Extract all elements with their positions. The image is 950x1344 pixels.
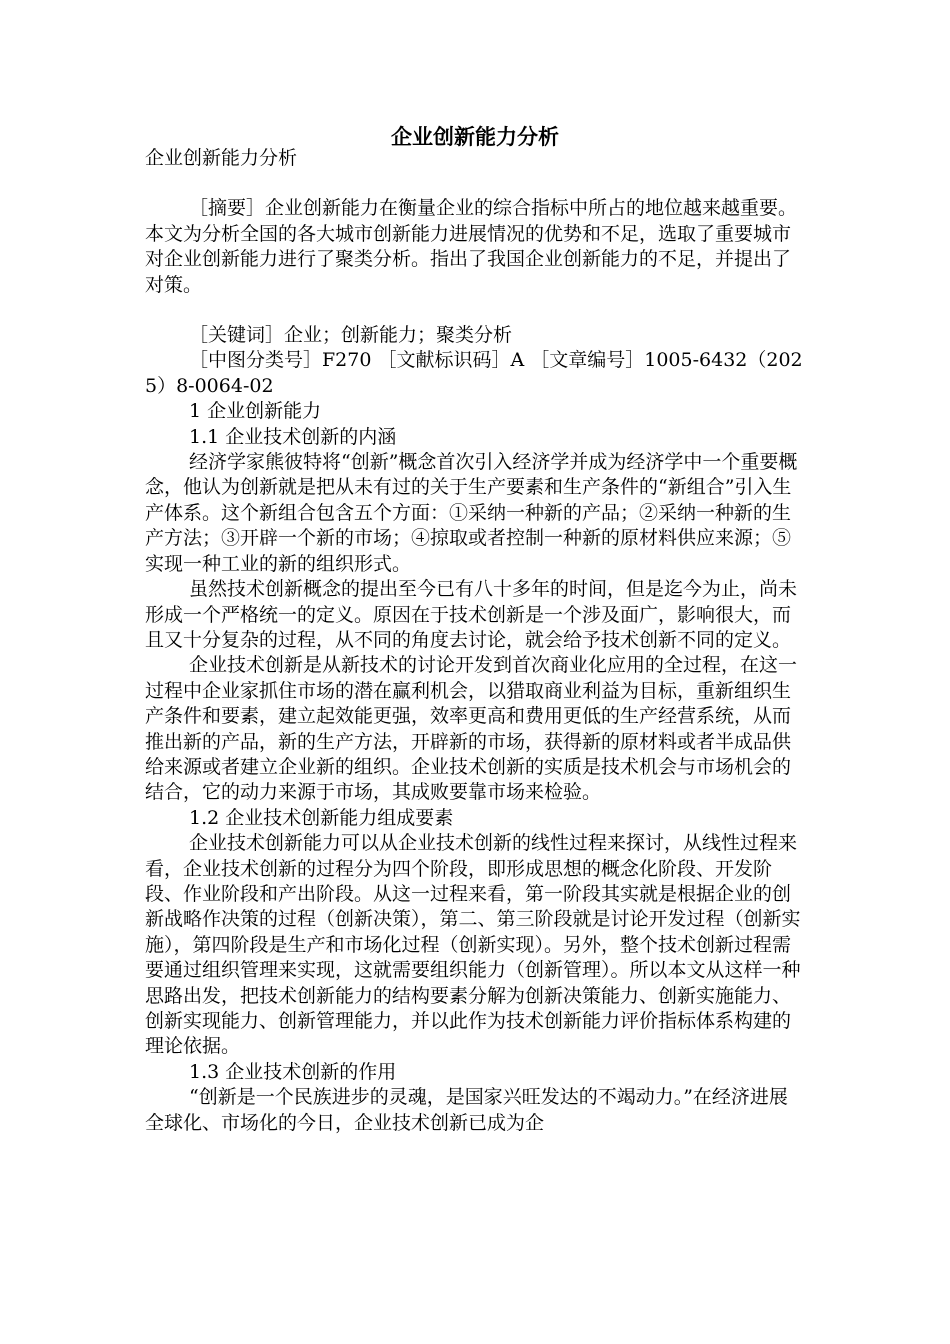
document-subtitle: 企业创新能力分析 [145,147,298,169]
keywords-line: ［关键词］企业；创新能力；聚类分析 [189,324,513,347]
abstract-paragraph: ［摘要］企业创新能力在衡量企业的综合指标中所占的地位越来越重要。本文为分析全国的各大城市创新能力进展情况的优势和不足，选取了重要城市对企业创新能力进行了聚类分析。指出了我国企业创新能力的不足，并提出了对策。 [145,197,798,296]
section-1-1-heading: 1.1 企业技术创新的内涵 [189,425,397,448]
section-1-3-paragraph-1: “创新是一个民族进步的灵魂，是国家兴旺发达的不竭动力。”在经济进展全球化、市场化的今日，企业技术创新已成为企 [145,1086,788,1134]
section-1-1-paragraph-2: 虽然技术创新概念的提出至今已有八十多年的时间，但是迄今为止，尚未形成一个严格统一的定义。原因在于技术创新是一个涉及面广，影响很大，而且又十分复杂的过程，从不同的角度去讨论，就会给予技术创新不同的定义。 [145,578,798,651]
classification-line: ［中图分类号］F270 ［文献标识码］A ［文章编号］1005-6432（2025）8-0064-02 [145,349,803,397]
spacer [145,298,805,323]
section-1-1-paragraph-3: 企业技术创新是从新技术的讨论开发到首次商业化应用的全过程，在这一过程中企业家抓住市场的潜在赢利机会，以猎取商业利益为目标，重新组织生产条件和要素，建立起效能更强，效率更高和费用更低的生产经营系统，从而推出新的产品，新的生产方法，开辟新的市场，获得新的原材料或者半成品供给来源或者建立企业新的组织。企业技术创新的实质是技术机会与市场机会的结合，它的动力来源于市场，其成败要靠市场来检验。 [145,654,798,804]
section-1-1-paragraph-1: 经济学家熊彼特将“创新”概念首次引入经济学并成为经济学中一个重要概念，他认为创新就是把从未有过的关于生产要素和生产条件的“新组合”引入生产体系。这个新组合包含五个方面：①采纳一种新的产品；②采纳一种新的生产方法；③开辟一个新的市场；④掠取或者控制一种新的原材料供应来源；⑤实现一种工业的新的组织形式。 [145,451,798,575]
document-body [145,146,805,1136]
section-1-3-heading: 1.3 企业技术创新的作用 [189,1060,397,1083]
document-title: 企业创新能力分析 [391,125,559,149]
spacer [145,171,805,196]
section-1-2-paragraph-1: 企业技术创新能力可以从企业技术创新的线性过程来探讨，从线性过程来看，企业技术创新的过程分为四个阶段，即形成思想的概念化阶段、开发阶段、作业阶段和产出阶段。从这一过程来看，第一阶段其实就是根据企业的创新战略作决策的过程（创新决策），第二、第三阶段就是讨论开发过程（创新实施），第四阶段是生产和市场化过程（创新实现）。另外，整个技术创新过程需要通过组织管理来实现，这就需要组织能力（创新管理）。所以本文从这样一种思路出发，把技术创新能力的结构要素分解为创新决策能力、创新实施能力、创新实现能力、创新管理能力，并以此作为技术创新能力评价指标体系构建的理论依据。 [145,832,801,1058]
section-1-heading: 1 企业创新能力 [189,400,322,423]
section-1-2-heading: 1.2 企业技术创新能力组成要素 [189,806,454,829]
